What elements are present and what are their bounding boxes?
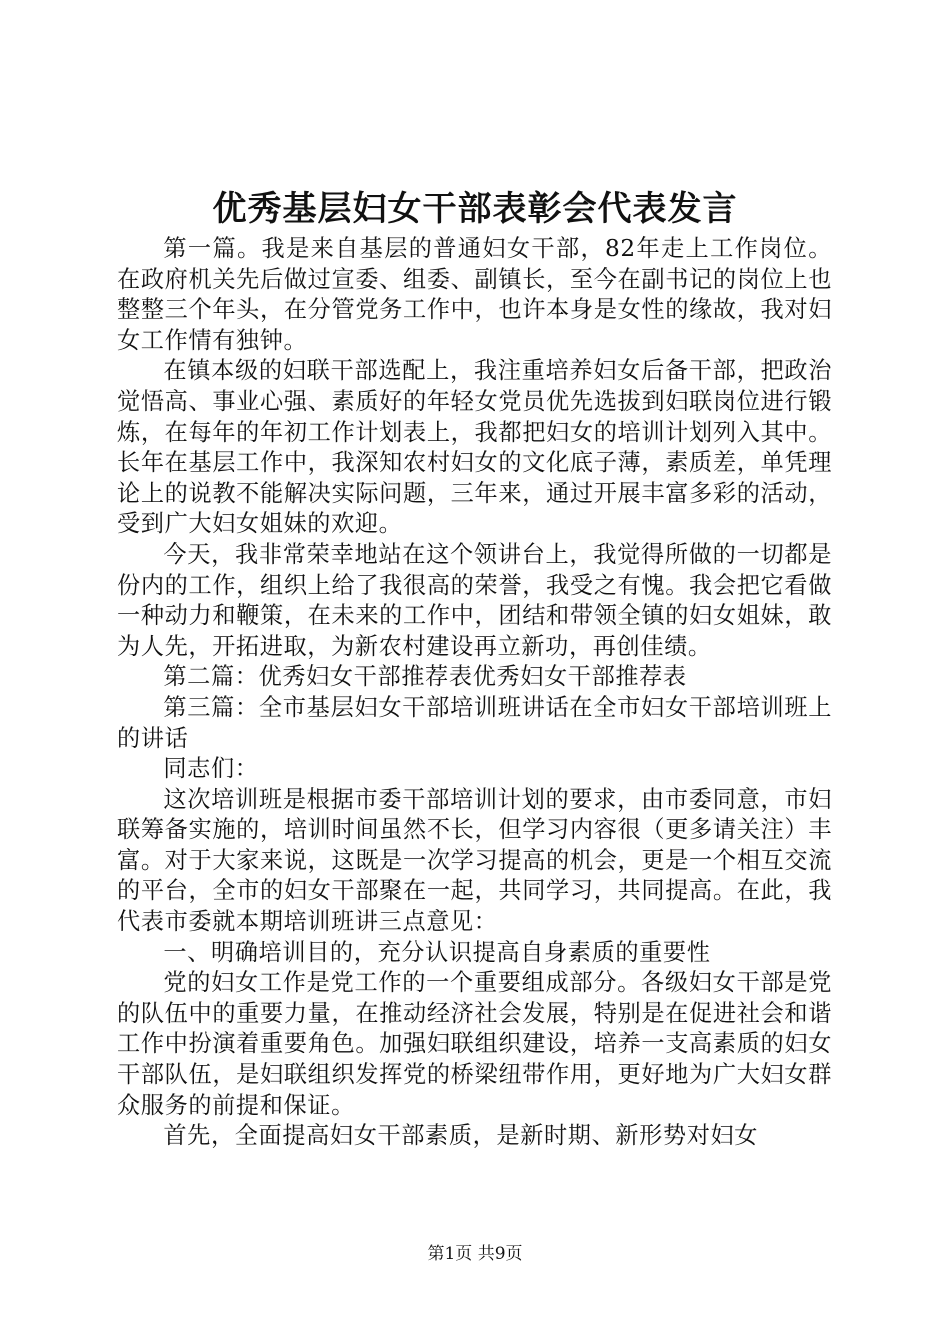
- document-title: 优秀基层妇女干部表彰会代表发言: [212, 189, 738, 229]
- paragraph: 第一篇。我是来自基层的普通妇女干部，82年走上工作岗位。在政府机关先后做过宣委、组委、副镇长，至今在副书记的岗位上也整整三个年头，在分管党务工作中，也许本身是女性的缘故，我对妇女工作情有独钟。: [117, 235, 832, 354]
- paragraph: 这次培训班是根据市委干部培训计划的要求，由市委同意，市妇联筹备实施的，培训时间虽然不长，但学习内容很（更多请关注）丰富。对于大家来说，这既是一次学习提高的机会，更是一个相互交流的平台，全市的妇女干部聚在一起，共同学习，共同提高。在此，我代表市委就本期培训班讲三点意见：: [117, 785, 832, 936]
- document-body: [117, 234, 832, 1152]
- paragraph: 今天，我非常荣幸地站在这个领讲台上，我觉得所做的一切都是份内的工作，组织上给了我很高的荣誉，我受之有愧。我会把它看做一种动力和鞭策，在未来的工作中，团结和带领全镇的妇女姐妹，敢为人先，开拓进取，为新农村建设再立新功，再创佳绩。: [117, 540, 832, 660]
- paragraph: 第三篇：全市基层妇女干部培训班讲话在全市妇女干部培训班上的讲话: [117, 693, 832, 752]
- paragraph: 第二篇：优秀妇女干部推荐表优秀妇女干部推荐表: [163, 663, 687, 691]
- section-heading: 一、明确培训目的，充分认识提高自身素质的重要性: [163, 938, 711, 966]
- paragraph: 在镇本级的妇联干部选配上，我注重培养妇女后备干部，把政治觉悟高、事业心强、素质好的年轻女党员优先选拔到妇联岗位进行锻炼，在每年的年初工作计划表上，我都把妇女的培训计划列入其中。长年在基层工作中，我深知农村妇女的文化底子薄，素质差，单凭理论上的说教不能解决实际问题，三年来，通过开展丰富多彩的活动，受到广大妇女姐妹的欢迎。: [117, 357, 832, 538]
- paragraph: 同志们：: [163, 755, 259, 783]
- page-footer: 第1页 共9页: [427, 1244, 523, 1264]
- paragraph: 党的妇女工作是党工作的一个重要组成部分。各级妇女干部是党的队伍中的重要力量，在推动经济社会发展，特别是在促进社会和谐工作中扮演着重要角色。加强妇联组织建设，培养一支高素质的妇女干部队伍，是妇联组织发挥党的桥梁纽带作用，更好地为广大妇女群众服务的前提和保证。: [117, 969, 832, 1119]
- paragraph: 首先，全面提高妇女干部素质，是新时期、新形势对妇女: [163, 1122, 759, 1150]
